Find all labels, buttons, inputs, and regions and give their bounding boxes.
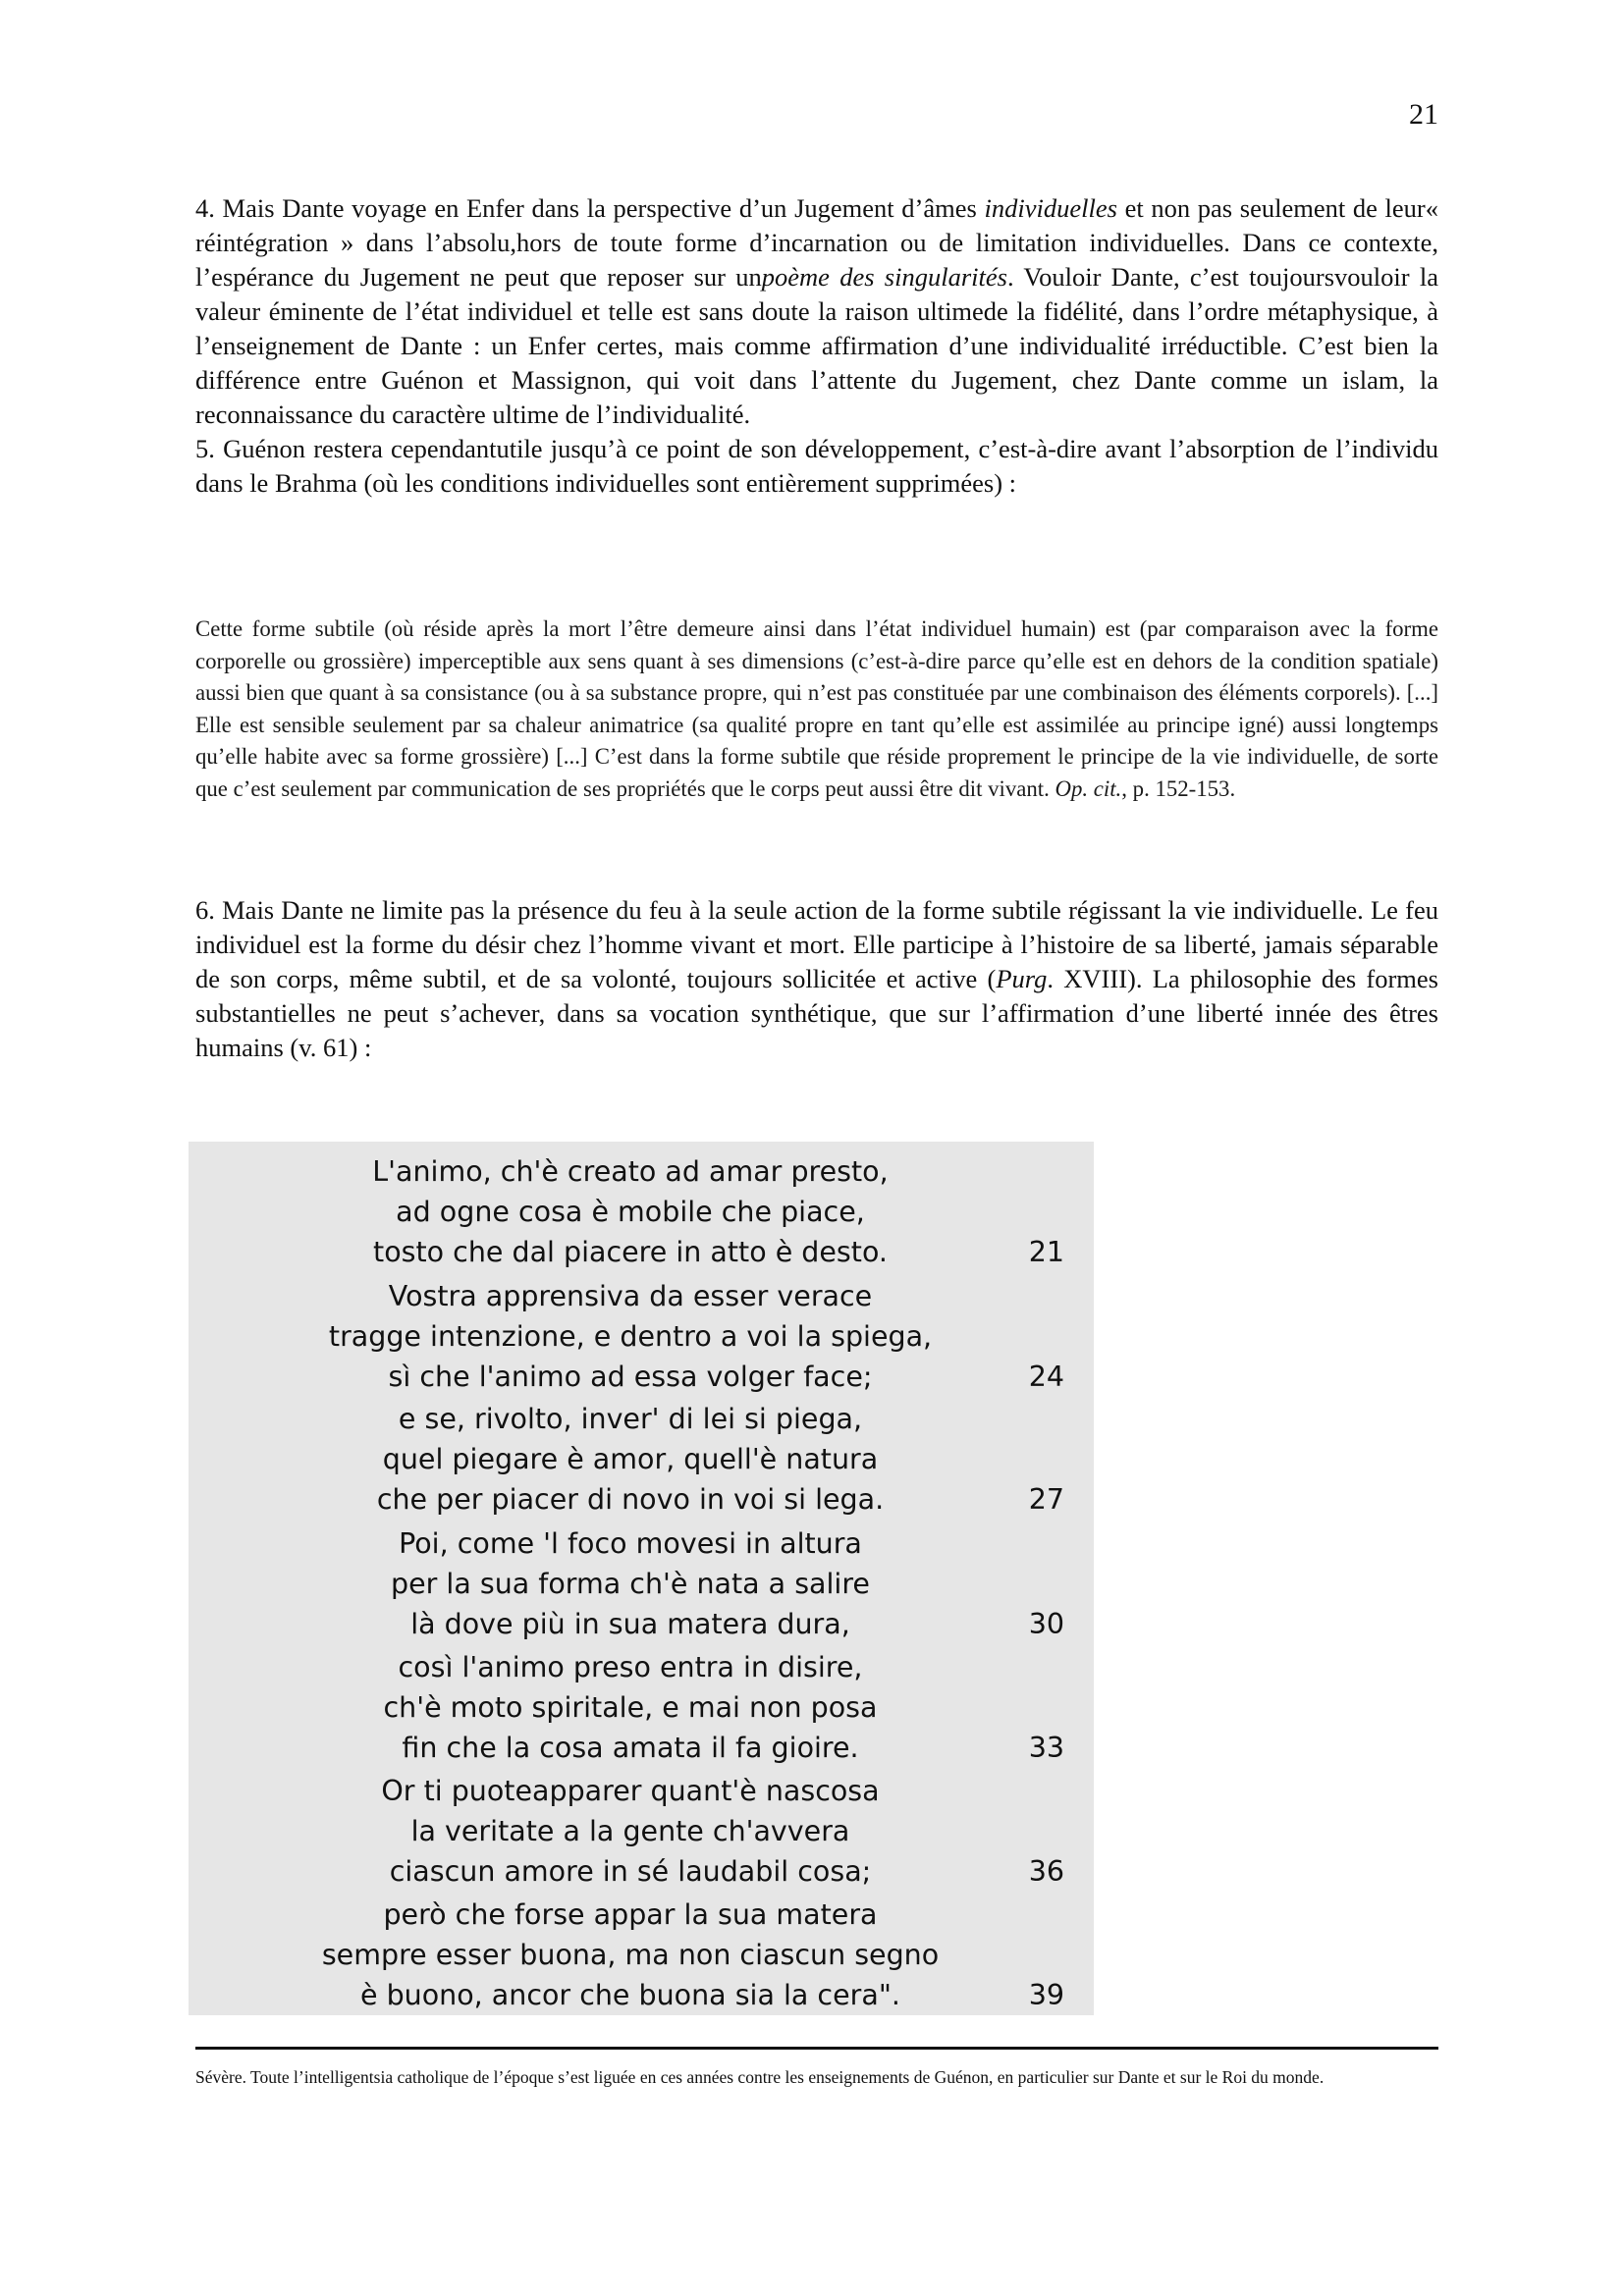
poem-line bbox=[189, 1232, 1094, 1272]
poem-line bbox=[189, 1851, 1094, 1892]
poem-line-text: quel piegare è amor, quell'è natura bbox=[382, 1443, 879, 1475]
poem-line bbox=[189, 1811, 1094, 1851]
poem-line bbox=[189, 1771, 1094, 1811]
poem-line-text: ciascun amore in sé laudabil cosa; bbox=[389, 1855, 872, 1888]
page-number: 21 bbox=[1409, 98, 1438, 131]
para6-italic-purg: Purg bbox=[996, 964, 1048, 993]
poem-line bbox=[189, 1399, 1094, 1439]
poem-box bbox=[189, 1142, 1094, 2015]
poem-line bbox=[189, 1192, 1094, 1232]
block-quote bbox=[195, 614, 1438, 805]
poem-line-text: sempre esser buona, ma non ciascun segno bbox=[321, 1939, 940, 1971]
poem-line bbox=[189, 1647, 1094, 1687]
poem-line-text: ch'è moto spiritale, e mai non posa bbox=[383, 1691, 878, 1724]
poem-line-text: ad ogne cosa è mobile che piace, bbox=[396, 1196, 865, 1228]
poem-line bbox=[189, 1895, 1094, 1935]
poem-line-number: 24 bbox=[1028, 1361, 1064, 1393]
poem-line-number: 21 bbox=[1028, 1236, 1064, 1268]
poem-line-text: la veritate a la gente ch'avvera bbox=[410, 1815, 850, 1847]
poem-line-number: 27 bbox=[1028, 1483, 1064, 1516]
quote-pages: , p. 152-153. bbox=[1121, 775, 1236, 801]
para4-text-1: 4. Mais Dante voyage en Enfer dans la perspective d’un Jugement d’âmes bbox=[195, 193, 985, 223]
poem-stanza bbox=[189, 1771, 1094, 1892]
poem-line bbox=[189, 1604, 1094, 1644]
poem-line-text: fin che la cosa amata il fa gioire. bbox=[402, 1732, 859, 1764]
poem-line bbox=[189, 1357, 1094, 1397]
footnote: Sévère. Toute l’intelligentsia catholique de l’époque s’est liguée en ces années contre les enseignements de Guénon, en particulier sur Dante et sur le Roi du monde. bbox=[195, 2067, 1325, 2087]
poem-stanza bbox=[189, 1151, 1094, 1272]
poem-line bbox=[189, 1276, 1094, 1316]
poem-line bbox=[189, 1975, 1094, 2015]
paragraph-4 bbox=[195, 191, 1438, 432]
poem-stanza bbox=[189, 1276, 1094, 1397]
paragraph-5: 5. Guénon restera cependantutile jusqu’à ce point de son développement, c’est-à-dire avant l’absorption de l’individu dans le Brahma (où les conditions individuelles sont entièrement supprimées) : bbox=[195, 434, 1438, 498]
poem-line bbox=[189, 1935, 1094, 1975]
poem-stanza bbox=[189, 1399, 1094, 1520]
poem-line-text: per la sua forma ch'è nata a salire bbox=[391, 1568, 870, 1600]
poem-line-text: là dove più in sua matera dura, bbox=[410, 1608, 850, 1640]
poem-line-text: tosto che dal piacere in atto è desto. bbox=[373, 1236, 888, 1268]
poem-line-text: L'animo, ch'è creato ad amar presto, bbox=[372, 1155, 889, 1188]
para6-text-2: . XVIII). La philosophie des formes substantielles ne peut s’achever, dans sa vocation synthétique, que sur l’affirmation d’une liberté innée des êtres humains (v. 61) : bbox=[195, 964, 1438, 1062]
poem-line bbox=[189, 1479, 1094, 1520]
poem-line bbox=[189, 1687, 1094, 1728]
poem-line bbox=[189, 1439, 1094, 1479]
quote-citation: Op. cit. bbox=[1055, 775, 1122, 801]
poem-line bbox=[189, 1523, 1094, 1564]
para4-italic-2: poème des singularités bbox=[761, 262, 1007, 292]
footnote-separator bbox=[195, 2047, 1438, 2050]
para4-italic-1: individuelles bbox=[984, 193, 1117, 223]
poem-line-text: Or ti puoteapparer quant'è nascosa bbox=[381, 1775, 880, 1807]
poem-line-text: Vostra apprensiva da esser verace bbox=[388, 1280, 873, 1312]
poem-stanza bbox=[189, 1523, 1094, 1644]
para4-text-2: et non pas seulement de leur« réintégration » dans l’absolu,hors de toute forme d’incarnation ou de limitation individuelles. Dans ce contexte, l’espérance du Jugement ne peut que reposer sur un bbox=[195, 193, 1438, 292]
poem-line-text: sì che l'animo ad essa volger face; bbox=[388, 1361, 873, 1393]
para6-text-1: 6. Mais Dante ne limite pas la présence du feu à la seule action de la forme subtile régissant la vie individuelle. Le feu individuel est la forme du désir chez l’homme vivant et mort. Elle participe à l’histoire de sa liberté, jamais séparable de son corps, même subtil, et de sa volonté, toujours sollicitée et active ( bbox=[195, 895, 1438, 993]
poem-line bbox=[189, 1316, 1094, 1357]
poem-line bbox=[189, 1151, 1094, 1192]
poem-line-text: così l'animo preso entra in disire, bbox=[398, 1651, 863, 1683]
body-text bbox=[195, 191, 1438, 501]
poem-line-number: 36 bbox=[1028, 1855, 1064, 1888]
poem-line-text: è buono, ancor che buona sia la cera". bbox=[359, 1979, 900, 2011]
poem-line bbox=[189, 1564, 1094, 1604]
poem-line-number: 39 bbox=[1028, 1979, 1064, 2011]
poem-line-text: tragge intenzione, e dentro a voi la spiega, bbox=[328, 1320, 933, 1353]
poem-line-text: Poi, come 'l foco movesi in altura bbox=[399, 1527, 862, 1560]
quote-text: Cette forme subtile (où réside après la mort l’être demeure ainsi dans l’état individuel humain) est (par comparaison avec la forme corporelle ou grossière) imperceptible aux sens quant à ses dimensions (c’est-à-dire parce qu’elle est en dehors de la condition spatiale) aussi bien que quant à sa consistance (ou à sa substance propre, qui n’est pas constituée par une combinaison des éléments corporels). [...] Elle est sensible seulement par sa chaleur animatrice (sa qualité propre en tant qu’elle est assimilée au principe igné) aussi longtemps qu’elle habite avec sa forme grossière) [...] C’est dans la forme subtile que réside proprement le principe de la vie individuelle, de sorte que c’est seulement par communication de ses propriétés que le corps peut aussi être dit vivant. bbox=[195, 616, 1438, 801]
poem-line-text: e se, rivolto, inver' di lei si piega, bbox=[398, 1403, 863, 1435]
poem-line-text: che per piacer di novo in voi si lega. bbox=[376, 1483, 885, 1516]
poem-line-number: 33 bbox=[1028, 1732, 1064, 1764]
poem-line bbox=[189, 1728, 1094, 1768]
paragraph-6 bbox=[195, 893, 1438, 1065]
poem-line-number: 30 bbox=[1028, 1608, 1064, 1640]
para4-text-3: . Vouloir Dante, c’est toujoursvouloir la valeur éminente de l’état individuel et telle est sans doute la raison ultimede la fidélité, dans l’ordre métaphysique, à l’enseignement de Dante : un Enfer certes, mais comme affirmation d’une individualité irréductible. C’est bien la différence entre Guénon et Massignon, qui voit dans l’attente du Jugement, chez Dante comme un islam, la reconnaissance du caractère ultime de l’individualité. bbox=[195, 262, 1438, 429]
poem-stanza bbox=[189, 1647, 1094, 1768]
poem-line-text: però che forse appar la sua matera bbox=[383, 1898, 878, 1931]
poem-stanza bbox=[189, 1895, 1094, 2015]
